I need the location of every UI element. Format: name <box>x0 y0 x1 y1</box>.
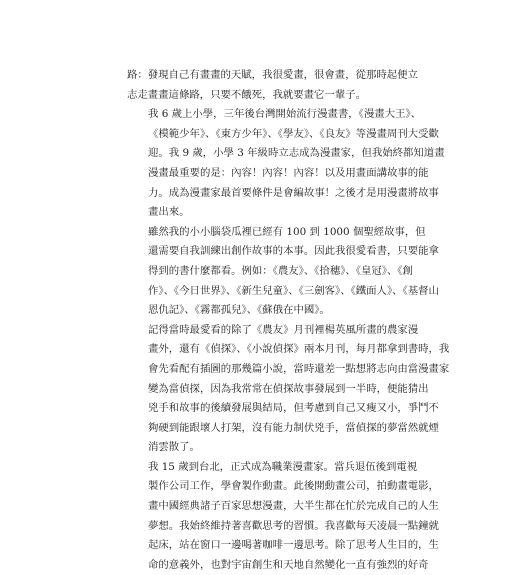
text-line: 變為當偵探，因為我常常在偵探故事發展到一半時，便能猜出 <box>148 382 429 395</box>
text-line: 夠硬到能跟壞人打架，沒有能力制伏兇手，當偵探的夢當然就煙 <box>148 421 439 434</box>
text-line: 路：發現自己有畫畫的天賦，我很愛畫，很會畫，從那時起便立 <box>127 69 418 81</box>
text-line: 兇手和故事的後續發展與結局，但考慮到自己又瘦又小，爭鬥不 <box>148 402 439 415</box>
text-line: 《模範少年》、《東方少年》、《學友》、《良友》等漫畫周刊大受歡 <box>148 127 439 140</box>
body-paragraph <box>127 66 418 105</box>
text-line: 雖然我的小小腦袋瓜裡已經有 100 到 1000 個聖經故事，但 <box>148 225 426 238</box>
text-line: 得到的書什麼都看。例如：《農友》、《拾穗》、《皇冠》、《創 <box>148 264 413 277</box>
text-line: 命的意義外，也對宇宙創生和天地自然變化一直有強烈的好奇 <box>148 558 429 571</box>
text-line: 迎。我 9 歲，小學 3 年級時立志成為漫畫家，但我始終都知道畫 <box>148 147 445 160</box>
text-line: 夢想。我始終維持著喜歡思考的習慣。我喜歡每天凌晨一點鐘就 <box>148 519 439 532</box>
text-line: 製作公司工作，學會製作動畫。此後開動畫公司，拍動畫電影， <box>148 480 439 493</box>
text-line: 還需要自我訓練出創作故事的本事。因此我很愛看書，只要能拿 <box>148 245 439 258</box>
text-line: 消雲散了。 <box>148 441 200 454</box>
text-line: 我 6 歲上小學，三年後台灣開始流行漫畫書，《漫畫大王》、 <box>148 108 421 121</box>
text-line: 畫中國經典諸子百家思想漫畫，大半生都在忙於完成自己的人生 <box>148 500 439 513</box>
text-line: 記得當時最愛看的除了《農友》月刊裡楊英風所畫的農家漫 <box>148 323 419 336</box>
text-line: 力。成為漫畫家最首要條件是會編故事！之後才是用漫畫將故事 <box>148 186 439 199</box>
body-paragraph <box>127 105 445 223</box>
text-line: 恩仇記》、《霧都孤兒》、《蘇俄在中國》。 <box>148 304 330 317</box>
body-paragraph <box>127 321 450 458</box>
text-line: 畫外，還有《偵探》、《小說偵探》兩本月刊，每月都拿到書時，我 <box>148 343 450 356</box>
text-line: 志走畫畫這條路，只要不餓死，我就要畫它一輩子。 <box>127 88 366 101</box>
text-line: 畫出來。 <box>148 206 190 219</box>
text-line: 作》、《今日世界》、《新生兒童》、《三劍客》、《鐵面人》、《基督山 <box>148 284 439 297</box>
text-line: 會先看配有插圖的那幾篇小說，當時還差一點想將志向由當漫畫家 <box>148 362 450 375</box>
text-line: 漫畫最重要的是：內容！內容！內容！以及用畫面講故事的能 <box>148 166 429 179</box>
body-paragraph <box>127 223 439 321</box>
body-paragraph <box>127 458 439 575</box>
text-line: 起床，站在窗口一邊喝著咖啡一邊思考。除了思考人生目的，生 <box>148 539 439 552</box>
document-page <box>127 66 450 575</box>
text-line: 我 15 歲到台北，正式成為職業漫畫家。當兵退伍後到電視 <box>148 460 418 473</box>
